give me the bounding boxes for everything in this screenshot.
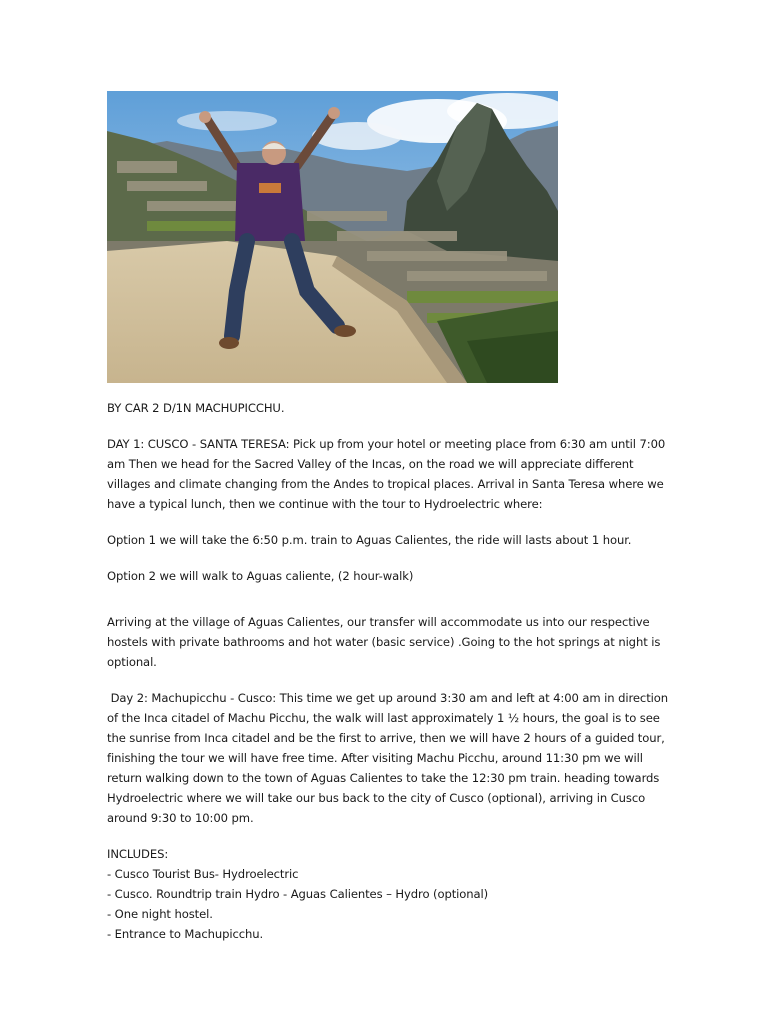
includes-section [107,844,667,944]
includes-title: INCLUDES: [107,847,169,861]
day2-line: Hydroelectric where we will take our bus back to the city of Cusco (optional), arriving in Cusco [107,791,646,805]
day1-paragraph [107,434,667,514]
option2-text: Option 2 we will walk to Aguas caliente, (2 hour-walk) [107,569,414,583]
includes-item: - Cusco. Roundtrip train Hydro - Aguas Calientes – Hydro (optional) [107,887,489,901]
arriving-paragraph [107,612,667,672]
day1-line: DAY 1: CUSCO - SANTA TERESA: Pick up from your hotel or meeting place from 6:30 am until 7:00 [107,437,666,451]
day2-line: the sunrise from Inca citadel and be the first to arrive, then we will have 2 hours of a guided tour, [107,731,665,745]
day2-line: of the Inca citadel of Machu Picchu, the walk will last approximately 1 ½ hours, the goal is to see [107,711,660,725]
arriving-line: optional. [107,655,157,669]
tour-heading: BY CAR 2 D/1N MACHUPICCHU. [107,401,285,415]
option1-text: Option 1 we will take the 6:50 p.m. train to Aguas Calientes, the ride will lasts about 1 hour. [107,533,632,547]
arriving-line: hostels with private bathrooms and hot water (basic service) .Going to the hot springs at night is [107,635,661,649]
tour-description [107,398,667,944]
includes-item: - One night hostel. [107,907,213,921]
day2-line: return walking down to the town of Aguas Calientes to take the 12:30 pm train. heading towards [107,771,660,785]
day2-line: Day 2: Machupicchu - Cusco: This time we get up around 3:30 am and left at 4:00 am in direction [107,691,669,705]
machu-picchu-photo [107,91,558,383]
day2-line: finishing the tour we will have free time. After visiting Machu Picchu, around 11:30 pm we will [107,751,643,765]
includes-item: - Cusco Tourist Bus- Hydroelectric [107,867,299,881]
day1-line: have a typical lunch, then we continue with the tour to Hydroelectric where: [107,497,543,511]
includes-item: - Entrance to Machupicchu. [107,927,264,941]
day2-paragraph [107,688,667,828]
arriving-line: Arriving at the village of Aguas Calientes, our transfer will accommodate us into our respective [107,615,650,629]
day1-line: am Then we head for the Sacred Valley of the Incas, on the road we will appreciate different [107,457,634,471]
day2-line: around 9:30 to 10:00 pm. [107,811,254,825]
day1-line: villages and climate changing from the Andes to tropical places. Arrival in Santa Teresa where we [107,477,664,491]
